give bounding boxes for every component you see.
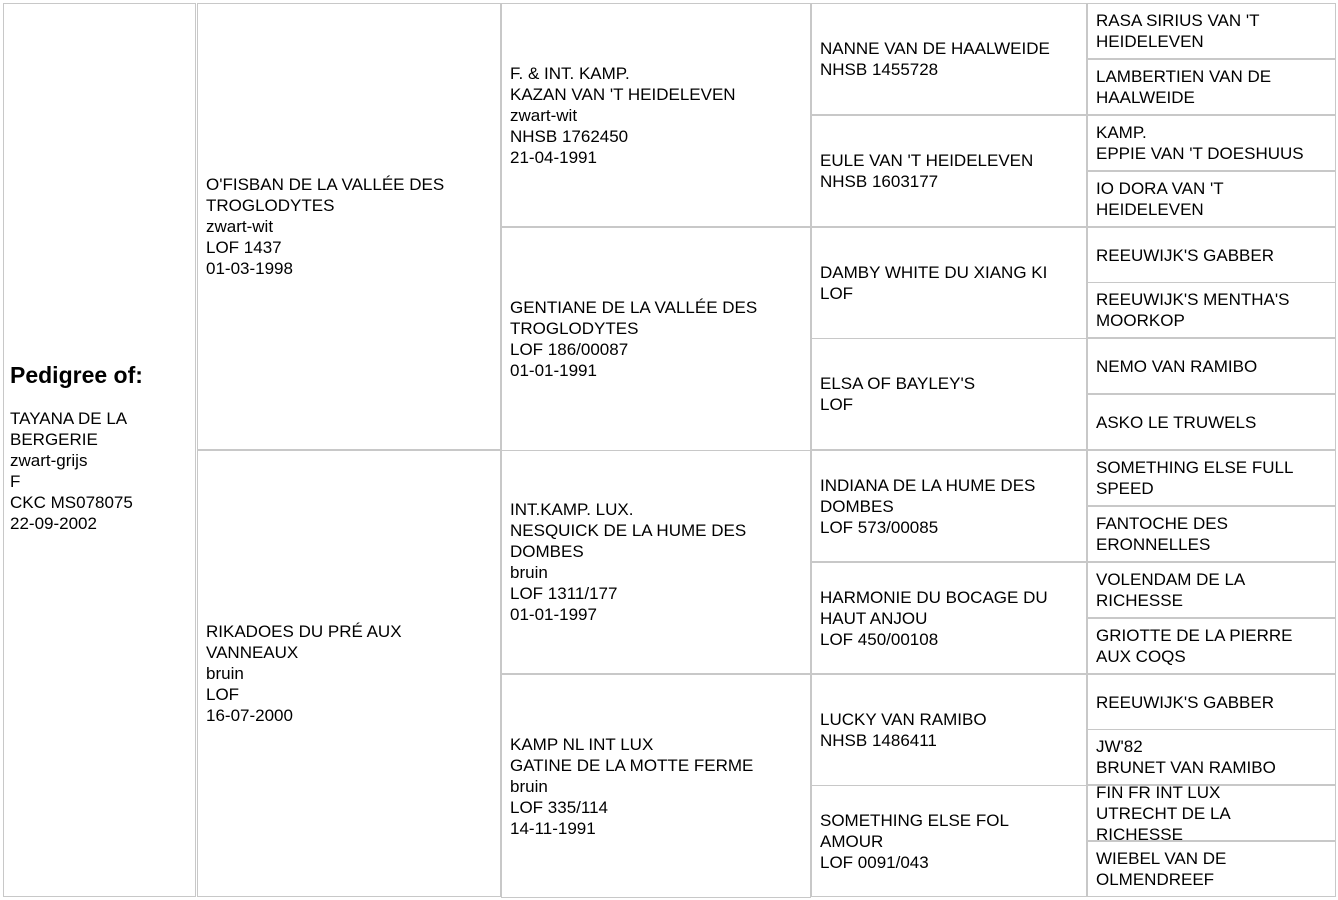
parent-cell [197, 450, 501, 897]
pedigree-line: GRIOTTE DE LA PIERRE [1096, 626, 1293, 645]
pedigree-line: bruin [510, 776, 548, 796]
great-grandparent-cell [811, 674, 1087, 786]
pedigree-line: TROGLODYTES [510, 319, 639, 338]
pedigree-line: HAUT ANJOU [820, 608, 928, 628]
great-great-grandparent-cell [1087, 227, 1336, 283]
great-grandparent-cell [811, 115, 1087, 227]
pedigree-line: NHSB 1762450 [510, 126, 629, 146]
pedigree-line: TROGLODYTES [206, 196, 335, 215]
pedigree-line: O'FISBAN DE LA VALLÉE DES [206, 175, 445, 194]
great-grandparent-cell [811, 450, 1087, 562]
pedigree-line: LOF 0091/043 [820, 852, 929, 872]
pedigree-line: EULE VAN 'T HEIDELEVEN [820, 151, 1034, 170]
great-great-grandparent-cell [1087, 59, 1336, 115]
pedigree-line: OLMENDREEF [1096, 870, 1215, 889]
pedigree-line: bruin [510, 563, 548, 582]
pedigree-line: F. & INT. KAMP. [510, 63, 630, 83]
pedigree-line: VOLENDAM DE LA [1096, 570, 1246, 589]
pedigree-line: zwart-wit [206, 217, 274, 236]
pedigree-line: UTRECHT DE LA [1096, 803, 1231, 823]
pedigree-line: INDIANA DE LA HUME DES [820, 475, 1036, 495]
pedigree-line: KAMP. [1096, 123, 1147, 142]
pedigree-line: RASA SIRIUS VAN 'T [1096, 11, 1260, 30]
pedigree-line: KAMP NL INT LUX [510, 734, 654, 754]
great-great-grandparent-cell [1087, 282, 1336, 338]
pedigree-line: NHSB 1603177 [820, 172, 939, 191]
pedigree-line: GENTIANE DE LA VALLÉE DES [510, 298, 758, 317]
pedigree-line: 01-01-1997 [510, 605, 597, 624]
pedigree-line: DAMBY WHITE DU XIANG KI [820, 263, 1048, 282]
pedigree-line: FANTOCHE DES [1096, 514, 1228, 533]
pedigree-line: WIEBEL VAN DE [1096, 849, 1227, 868]
subject-registration: CKC MS078075 [10, 493, 133, 512]
great-great-grandparent-cell [1087, 394, 1336, 450]
pedigree-line: NEMO VAN RAMIBO [1096, 356, 1258, 376]
pedigree-line: SPEED [1096, 479, 1154, 498]
great-great-grandparent-cell [1087, 729, 1336, 785]
great-grandparent-cell [811, 785, 1087, 897]
subject-color: zwart-grijs [10, 451, 88, 470]
pedigree-line: REEUWIJK'S GABBER [1096, 245, 1275, 265]
subject-sex: F [10, 472, 21, 491]
pedigree-line: LUCKY VAN RAMIBO [820, 710, 987, 729]
pedigree-line: NHSB 1486411 [820, 731, 937, 750]
great-grandparent-cell [811, 3, 1087, 115]
pedigree-line: RICHESSE [1096, 591, 1183, 610]
pedigree-line: GATINE DE LA MOTTE FERME [510, 755, 754, 775]
great-great-grandparent-cell [1087, 674, 1336, 730]
great-great-grandparent-cell [1087, 450, 1336, 506]
pedigree-line: KAZAN VAN 'T HEIDELEVEN [510, 84, 736, 104]
grandparent-cell [501, 674, 811, 898]
great-great-grandparent-cell [1087, 338, 1336, 394]
pedigree-line: FIN FR INT LUX [1096, 785, 1221, 802]
pedigree-line: AMOUR [820, 831, 884, 851]
pedigree-line: LOF 450/00108 [820, 629, 939, 649]
pedigree-line: bruin [206, 664, 244, 683]
pedigree-line: DOMBES [510, 542, 584, 561]
pedigree-line: SOMETHING ELSE FOL [820, 810, 1009, 830]
great-great-grandparent-cell [1087, 785, 1336, 841]
pedigree-line: LOF 1437 [206, 238, 282, 257]
parent-cell [197, 3, 501, 450]
great-grandparent-cell [811, 227, 1087, 339]
great-great-grandparent-cell [1087, 841, 1336, 897]
pedigree-line: zwart-wit [510, 105, 578, 125]
pedigree-line: HARMONIE DU BOCAGE DU [820, 587, 1048, 607]
pedigree-line: REEUWIJK'S MENTHA'S [1096, 290, 1290, 309]
great-great-grandparent-cell [1087, 3, 1336, 59]
pedigree-line: 14-11-1991 [510, 818, 596, 838]
pedigree-line: JW'82 [1096, 737, 1143, 756]
great-grandparent-cell [811, 338, 1087, 450]
pedigree-line: ERONNELLES [1096, 535, 1211, 554]
pedigree-line: DOMBES [820, 496, 894, 516]
subject-info [10, 360, 143, 534]
pedigree-line: RIKADOES DU PRÉ AUX [206, 622, 402, 641]
pedigree-line: HEIDELEVEN [1096, 200, 1204, 219]
pedigree-line: 01-01-1991 [510, 361, 597, 380]
pedigree-line: SOMETHING ELSE FULL [1096, 458, 1294, 477]
pedigree-line: HEIDELEVEN [1096, 32, 1204, 51]
subject-name-line-1: TAYANA DE LA [10, 409, 128, 428]
grandparent-cell [501, 227, 811, 451]
great-great-grandparent-cell [1087, 115, 1336, 171]
pedigree-line: HAALWEIDE [1096, 88, 1195, 107]
pedigree-line: LOF 335/114 [510, 797, 608, 817]
subject-birthdate: 22-09-2002 [10, 514, 97, 533]
pedigree-line: LOF [820, 395, 854, 414]
pedigree-line: NHSB 1455728 [820, 60, 939, 79]
great-great-grandparent-cell [1087, 618, 1336, 674]
pedigree-line: 21-04-1991 [510, 147, 597, 167]
pedigree-line: MOORKOP [1096, 311, 1185, 330]
great-grandparent-cell [811, 562, 1087, 674]
pedigree-line: BRUNET VAN RAMIBO [1096, 758, 1276, 777]
pedigree-line: VANNEAUX [206, 643, 299, 662]
pedigree-line: NANNE VAN DE HAALWEIDE [820, 39, 1050, 58]
pedigree-line: LOF 573/00085 [820, 517, 939, 537]
great-great-grandparent-cell [1087, 506, 1336, 562]
pedigree-line: EPPIE VAN 'T DOESHUUS [1096, 144, 1304, 163]
pedigree-line: INT.KAMP. LUX. [510, 500, 634, 519]
pedigree-line: LOF 1311/177 [510, 584, 618, 603]
pedigree-line: AUX COQS [1096, 647, 1186, 666]
pedigree-line: LAMBERTIEN VAN DE [1096, 67, 1272, 86]
pedigree-line: ELSA OF BAYLEY'S [820, 374, 976, 393]
pedigree-line: 01-03-1998 [206, 259, 293, 278]
pedigree-line: 16-07-2000 [206, 706, 293, 725]
pedigree-line: RICHESSE [1096, 824, 1183, 841]
pedigree-line: NESQUICK DE LA HUME DES [510, 521, 747, 540]
great-great-grandparent-cell [1087, 171, 1336, 227]
pedigree-line: LOF 186/00087 [510, 340, 629, 359]
pedigree-line: REEUWIJK'S GABBER [1096, 692, 1275, 712]
pedigree-line: IO DORA VAN 'T [1096, 179, 1224, 198]
grandparent-cell [501, 3, 811, 227]
subject-name-line-2: BERGERIE [10, 430, 98, 449]
pedigree-line: LOF [206, 685, 240, 704]
pedigree-heading: Pedigree of: [10, 362, 143, 388]
pedigree-line: LOF [820, 284, 854, 303]
pedigree-line: ASKO LE TRUWELS [1096, 412, 1257, 432]
grandparent-cell [501, 450, 811, 674]
great-great-grandparent-cell [1087, 562, 1336, 618]
